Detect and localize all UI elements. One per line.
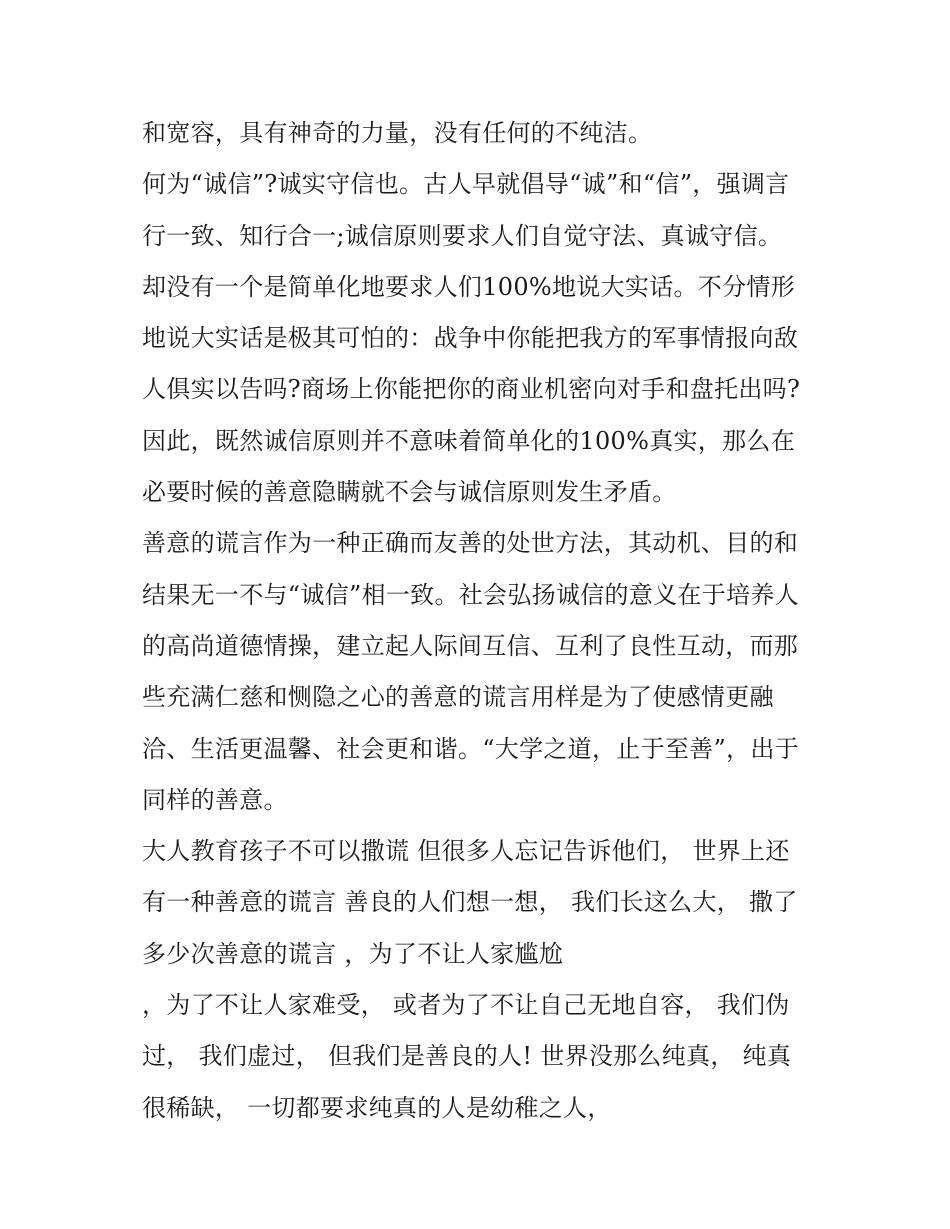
text-line: 结果无一不与“诚信”相一致。社会弘扬诚信的意义在于培养人 <box>142 580 799 609</box>
text-line: 地说大实话是极其可怕的：战争中你能把我方的军事情报向敌 <box>142 324 799 353</box>
text-line: 必要时候的善意隐瞒就不会与诚信原则发生矛盾。 <box>142 478 677 507</box>
text-line: 同样的善意。 <box>142 785 288 814</box>
text-line: 何为“诚信”?诚实守信也。古人早就倡导“诚”和“信”，强调言 <box>142 170 790 199</box>
text-line: 过， 我们虚过， 但我们是善良的人! 世界没那么纯真， 纯真 <box>142 1042 792 1071</box>
text-line: 大人教育孩子不可以撒谎 但很多人忘记告诉他们， 世界上还 <box>142 837 790 866</box>
text-line: 因此，既然诚信原则并不意味着简单化的100%真实，那么在 <box>142 426 796 455</box>
text-line: 善意的谎言作为一种正确而友善的处世方法，其动机、目的和 <box>142 529 799 558</box>
text-line: 和宽容，具有神奇的力量，没有任何的不纯洁。 <box>142 119 653 147</box>
text-line: 多少次善意的谎言 ，为了不让人家尴尬 <box>142 939 564 968</box>
text-line: ，为了不让人家难受， 或者为了不让自己无地自容， 我们伪 <box>142 991 790 1020</box>
text-line: 行一致、知行合一;诚信原则要求人们自觉守法、真诚守信。 <box>142 221 783 250</box>
text-line: 洽、生活更温馨、社会更和谐。“大学之道，止于至善”，出于 <box>142 734 799 763</box>
text-line: 人俱实以告吗?商场上你能把你的商业机密向对手和盘托出吗? <box>142 375 801 404</box>
body-text <box>142 108 822 1134</box>
text-line: 很稀缺， 一切都要求纯真的人是幼稚之人， <box>142 1093 612 1122</box>
text-line: 有一种善意的谎言 善良的人们想一想， 我们长这么大， 撒了 <box>142 888 798 917</box>
text-line: 的高尚道德情操，建立起人际间互信、互利了良性互动，而那 <box>142 631 799 660</box>
text-line: 些充满仁慈和恻隐之心的善意的谎言用样是为了使感情更融 <box>142 683 774 712</box>
text-line: 却没有一个是简单化地要求人们100%地说大实话。不分情形 <box>142 272 796 301</box>
